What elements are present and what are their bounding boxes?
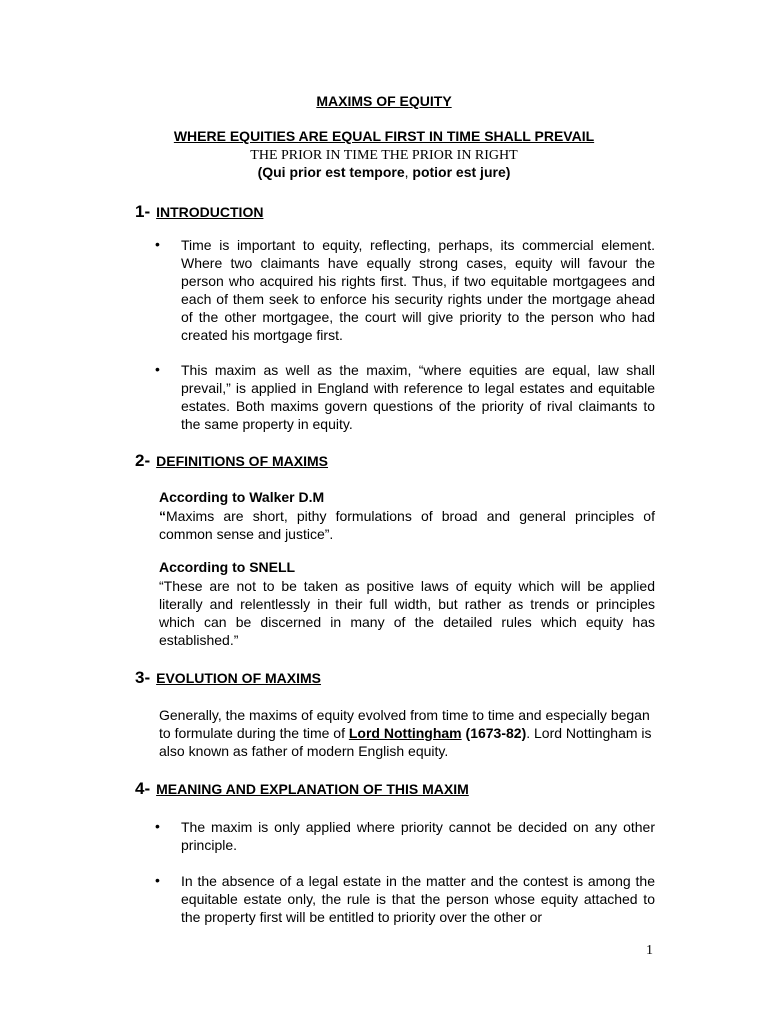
section-title: DEFINITIONS OF MAXIMS (156, 453, 329, 469)
section-number: 2- (135, 451, 151, 470)
section-title: MEANING AND EXPLANATION OF THIS MAXIM (156, 781, 469, 797)
section-heading-introduction (135, 202, 263, 222)
definition-body: Maxims are short, pithy formulations of broad and general principles of common sense and justice”. (159, 508, 655, 542)
section-title: INTRODUCTION (156, 204, 264, 220)
maxim-title: WHERE EQUITIES ARE EQUAL FIRST IN TIME SHALL PREVAIL (173, 128, 595, 144)
document-title: MAXIMS OF EQUITY (316, 93, 452, 109)
section-heading-meaning (135, 779, 469, 799)
evolution-text-start: Generally, the maxims of equity evolved from time to time and especially began to formulate during the time of (159, 707, 650, 741)
bullet-icon: • (155, 361, 160, 377)
bullet-text: In the absence of a legal estate in the matter and the contest is among the equitable estate only, the rule is that the person whose equity attached to the property first will be entitled to priority over the other or (181, 873, 655, 925)
section-number: 4- (135, 779, 151, 798)
definition-text (159, 507, 655, 543)
bullet-icon: • (155, 236, 160, 252)
page-number: 1 (646, 943, 653, 958)
section-heading-definitions (135, 451, 328, 471)
lord-nottingham: Lord Nottingham (348, 725, 462, 741)
bullet-text: Time is important to equity, reflecting, perhaps, its commercial element. Where two claimants have equally strong cases, equity will favour the person who acquired his rights first. Thus, if two equitable mortgagees and each of them seek to enforce his security rights under the mortgage ahead of the other mortgagee, the court will give priority to the person who had created his mortgage first. (181, 237, 655, 343)
maxim-latin (0, 164, 768, 180)
definition-text (159, 577, 655, 649)
evolution-text (159, 706, 655, 760)
bullet-text: The maxim is only applied where priority cannot be decided on any other principle. (181, 819, 655, 853)
section-number: 1- (135, 202, 151, 221)
latin-part-2: potior est jure) (412, 164, 511, 180)
evolution-text-end: . Lord Nottingham is also known as father of modern English equity. (159, 725, 652, 759)
maxim-english: THE PRIOR IN TIME THE PRIOR IN RIGHT (250, 148, 518, 163)
latin-comma: , (404, 164, 413, 180)
section-title: EVOLUTION OF MAXIMS (156, 670, 322, 686)
latin-part-1: (Qui prior est tempore (257, 164, 405, 180)
definition-body: “These are not to be taken as positive laws of equity which will be applied literally and relentlessly in their full width, but rather as trends or principles which can be discerned in many of the detailed rules which equity has established.” (159, 578, 655, 648)
definition-source: According to Walker D.M (159, 489, 325, 505)
bullet-text: This maxim as well as the maxim, “where equities are equal, law shall prevail,” is applied in England with reference to legal estates and equitable estates. Both maxims govern questions of the priority of rival claimants to the same property in equity. (181, 362, 655, 432)
bullet-icon: • (155, 872, 160, 888)
nottingham-years: (1673-82) (461, 725, 527, 741)
section-heading-evolution (135, 668, 321, 688)
definition-source: According to SNELL (159, 559, 296, 575)
bullet-icon: • (155, 818, 160, 834)
section-number: 3- (135, 668, 151, 687)
open-quote: “ (159, 508, 166, 524)
